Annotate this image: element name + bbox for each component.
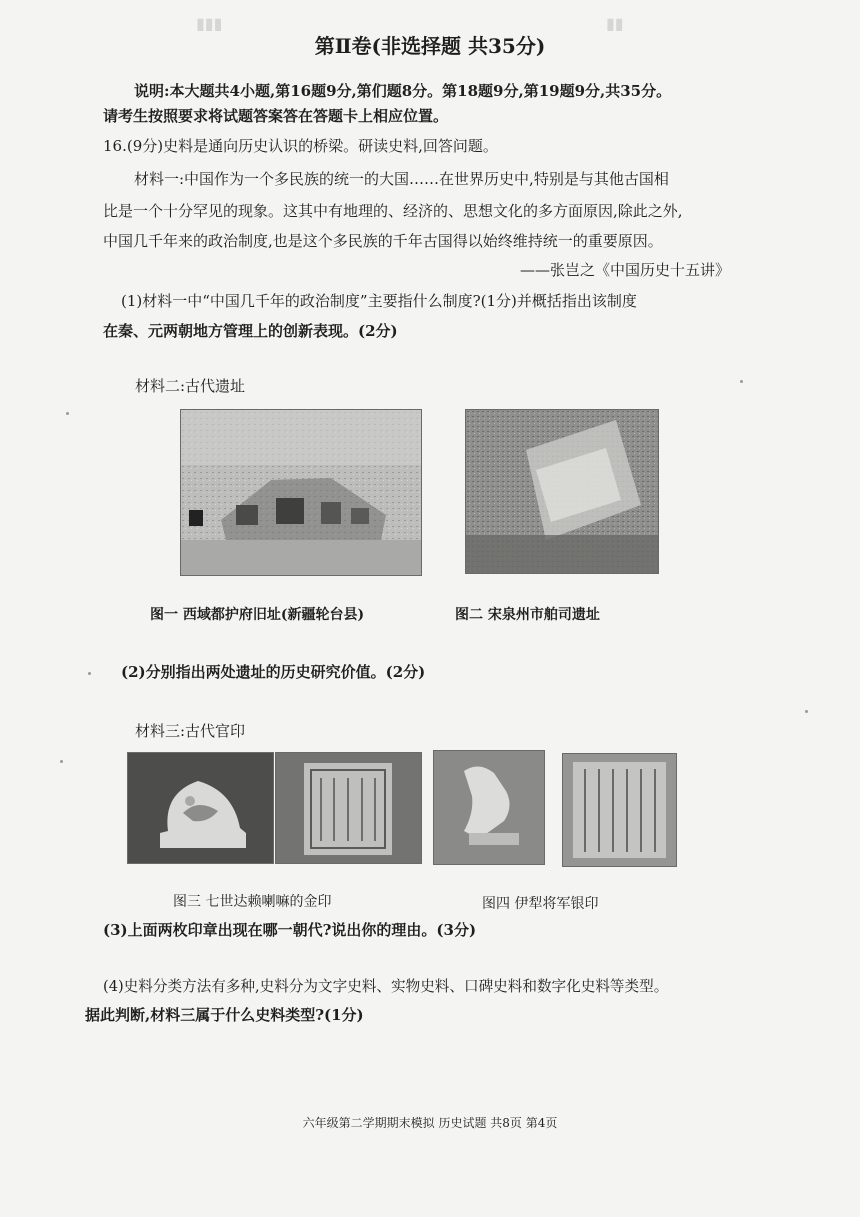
material-1-line-2: 比是一个十分罕见的现象。这其中有地理的、经济的、思想文化的多方面原因,除此之外, xyxy=(103,202,683,220)
sub-question-1-line-2: 在秦、元两朝地方管理上的创新表现。(2分) xyxy=(103,322,398,340)
figure-4-seal-top-photo xyxy=(433,750,545,865)
instructions-line-2: 请考生按照要求将试题答案答在答题卡上相应位置。 xyxy=(103,107,449,125)
section-title: 第Ⅱ卷(非选择题 共35分) xyxy=(314,34,546,58)
figure-1-caption: 图一 西域都护府旧址(新疆轮台县) xyxy=(150,607,365,623)
figure-4-seal-face-photo xyxy=(562,753,677,867)
material-3-label: 材料三:古代官印 xyxy=(135,722,246,740)
golden-seal-knob-image xyxy=(128,753,273,863)
silver-seal-knob-image xyxy=(434,751,544,864)
sub-question-3: (3)上面两枚印章出现在哪一朝代?说出你的理由。(3分) xyxy=(103,921,477,939)
scan-speck xyxy=(66,412,69,415)
bleed-through-text: ▮▮ xyxy=(606,14,624,33)
sub-question-4-line-2: 据此判断,材料三属于什么史料类型?(1分) xyxy=(85,1006,364,1024)
sub-question-4-line-1: (4)史料分类方法有多种,史料分为文字史料、实物史料、口碑史料和数字化史料等类型。 xyxy=(103,978,669,995)
material-2-label: 材料二:古代遗址 xyxy=(135,377,246,395)
instructions-text: 说明:本大题共4小题,第16题9分,第们题8分。第18题9分,第19题9分,共35分。 xyxy=(134,82,672,100)
figure-4-caption: 图四 伊犁将军银印 xyxy=(482,896,599,912)
figure-3-caption: 图三 七世达赖喇嘛的金印 xyxy=(173,894,332,910)
scan-speck xyxy=(88,672,91,675)
sub-question-2: (2)分别指出两处遗址的历史研究价值。(2分) xyxy=(121,663,426,681)
sub-question-1-line-1: (1)材料一中“中国几千年的政治制度”主要指什么制度?(1分)并概括指出该制度 xyxy=(121,292,637,310)
golden-seal-face-image xyxy=(276,753,421,863)
figure-2-caption: 图二 宋泉州市舶司遗址 xyxy=(455,607,600,623)
silver-seal-face-image xyxy=(563,754,676,866)
scan-speck xyxy=(740,380,743,383)
site-ruins-image xyxy=(181,410,421,575)
material-1-line-1: 材料一:中国作为一个多民族的统一的大国……在世界历史中,特别是与其他古国相 xyxy=(134,170,669,188)
question-16-stem: 16.(9分)史料是通向历史认识的桥梁。研读史料,回答问题。 xyxy=(103,137,498,155)
scan-speck xyxy=(60,760,63,763)
material-1-line-3: 中国几千年来的政治制度,也是这个多民族的千年古国得以始终维持统一的重要原因。 xyxy=(103,232,663,250)
figure-1-photo xyxy=(180,409,422,576)
figure-3-seal-face-photo xyxy=(275,752,422,864)
page-footer: 六年级第二学期期末模拟 历史试题 共8页 第4页 xyxy=(302,1116,558,1130)
scan-speck xyxy=(805,710,808,713)
bleed-through-text: ▮▮▮ xyxy=(196,14,223,33)
instructions-line-1 xyxy=(134,80,671,101)
maritime-office-ruins-image xyxy=(466,410,658,573)
figure-2-photo xyxy=(465,409,659,574)
material-1-source: ——张岂之《中国历史十五讲》 xyxy=(520,261,731,279)
figure-3-seal-top-photo xyxy=(127,752,274,864)
